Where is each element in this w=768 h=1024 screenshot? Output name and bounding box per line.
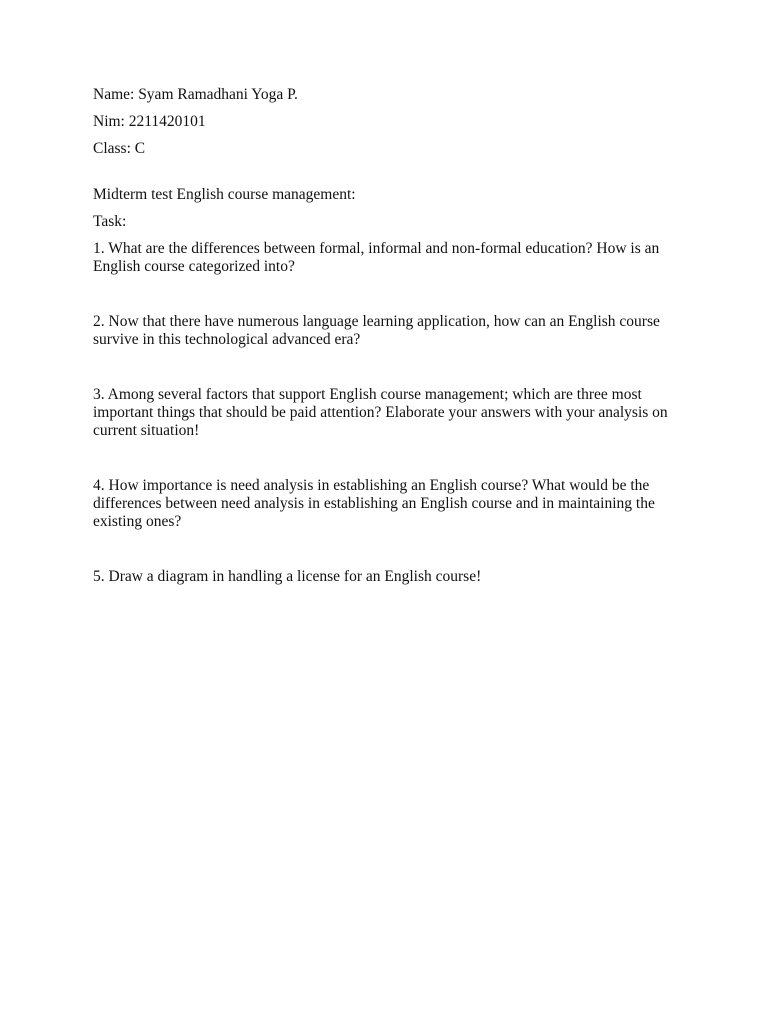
question-line: 5. Draw a diagram in handling a license for an English course! [93, 568, 482, 585]
question-line: important things that should be paid attention? Elaborate your answers with your analysis on [93, 404, 668, 421]
student-class: Class: C [93, 140, 146, 157]
question-1 [93, 240, 683, 276]
question-3 [93, 386, 683, 440]
question-line: differences between need analysis in establishing an English course and in maintaining the [93, 495, 655, 512]
question-4 [93, 477, 683, 531]
question-line: 1. What are the differences between formal, informal and non-formal education? How is an [93, 240, 660, 257]
question-line: English course categorized into? [93, 258, 295, 275]
student-name: Name: Syam Ramadhani Yoga P. [93, 86, 298, 103]
question-line: existing ones? [93, 513, 182, 530]
question-line: survive in this technological advanced era? [93, 331, 361, 348]
document-content [93, 86, 683, 586]
task-label: Task: [93, 213, 127, 230]
question-line: 3. Among several factors that support English course management; which are three most [93, 386, 642, 403]
question-5 [93, 568, 683, 586]
question-2 [93, 313, 683, 349]
student-nim: Nim: 2211420101 [93, 113, 206, 130]
question-line: 4. How importance is need analysis in establishing an English course? What would be the [93, 477, 650, 494]
question-line: 2. Now that there have numerous language learning application, how can an English course [93, 313, 660, 330]
question-line: current situation! [93, 422, 200, 439]
test-title: Midterm test English course management: [93, 186, 356, 203]
